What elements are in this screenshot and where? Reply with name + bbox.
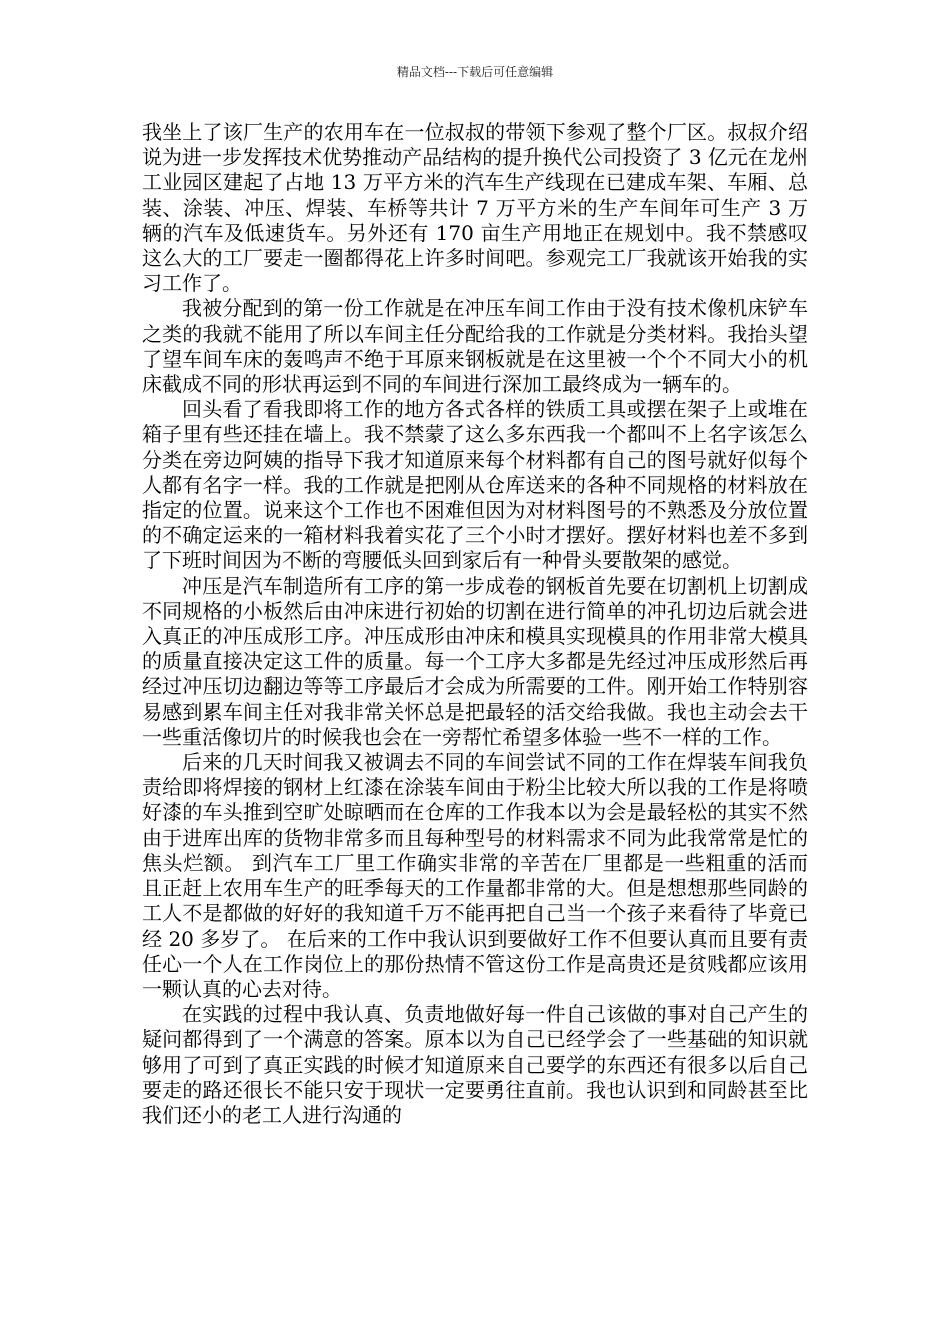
paragraph-2: 我被分配到的第一份工作就是在冲压车间工作由于没有技术像机床铲车之类的我就不能用了所以车间主任分配给我的工作就是分类材料。我抬头望了望车间车床的轰鸣声不绝于耳原来钢板就是在这里被一个个不同大小的机床截成不同的形状再运到不同的车间进行深加工最终成为一辆车的。 [142, 296, 808, 397]
paragraph-1: 我坐上了该厂生产的农用车在一位叔叔的带领下参观了整个厂区。叔叔介绍说为进一步发挥技术优势推动产品结构的提升换代公司投资了 3 亿元在龙州工业园区建起了占地 13 万平方米的汽车生产线现在已建成车架、车厢、总装、涂装、冲压、焊装、车桥等共计 7 万平方米的生产车间年可生产 3 万辆的汽车及低速货车。另外还有 170 亩生产用地正在规划中。我不禁感叹这么大的工厂要走一圈都得花上许多时间吧。参观完工厂我就该开始我的实习工作了。 [142, 120, 808, 296]
paragraph-6: 在实践的过程中我认真、负责地做好每一件自己该做的事对自己产生的疑问都得到了一个满意的答案。原本以为自己已经学会了一些基础的知识就够用了可到了真正实践的时候才知道原来自己要学的东西还有很多以后自己要走的路还很长不能只安于现状一定要勇往直前。我也认识到和同龄甚至比我们还小的老工人进行沟通的 [142, 1002, 808, 1127]
document-body [142, 120, 808, 1128]
paragraph-3: 回头看了看我即将工作的地方各式各样的铁质工具或摆在架子上或堆在箱子里有些还挂在墙上。我不禁蒙了这么多东西我一个都叫不上名字该怎么分类在旁边阿姨的指导下我才知道原来每个材料都有自己的图号就好似每个人都有名字一样。我的工作就是把刚从仓库送来的各种不同规格的材料放在指定的位置。说来这个工作也不困难但因为对材料图号的不熟悉及分放位置的不确定运来的一箱材料我着实花了三个小时才摆好。摆好材料也差不多到了下班时间因为不断的弯腰低头回到家后有一种骨头要散架的感觉。 [142, 397, 808, 573]
paragraph-5: 后来的几天时间我又被调去不同的车间尝试不同的工作在焊装车间我负责给即将焊接的钢材上红漆在涂装车间由于粉尘比较大所以我的工作是将喷好漆的车头推到空旷处晾晒而在仓库的工作我本以为会是最轻松的其实不然由于进库出库的货物非常多而且每种型号的材料需求不同为此我常常是忙的焦头烂额。 到汽车工厂里工作确实非常的辛苦在厂里都是一些粗重的活而且正赶上农用车生产的旺季每天的工作量都非常的大。但是想想那些同龄的工人不是都做的好好的我知道千万不能再把自己当一个孩子来看待了毕竟已经 20 多岁了。 在后来的工作中我认识到要做好工作不但要认真而且要有责任心一个人在工作岗位上的那份热情不管这份工作是高贵还是贫贱都应该用一颗认真的心去对待。 [142, 750, 808, 1001]
page-header: 精品文档---下载后可任意编辑 [396, 65, 554, 79]
paragraph-4: 冲压是汽车制造所有工序的第一步成卷的钢板首先要在切割机上切割成不同规格的小板然后由冲床进行初始的切割在进行简单的冲孔切边后就会进入真正的冲压成形工序。冲压成形由冲床和模具实现模具的作用非常大模具的质量直接决定这工件的质量。每一个工序大多都是先经过冲压成形然后再经过冲压切边翻边等等工序最后才会成为所需要的工件。刚开始工作特别容易感到累车间主任对我非常关怀总是把最轻的活交给我做。我也主动会去干一些重活像切片的时候我也会在一旁帮忙希望多体验一些不一样的工作。 [142, 573, 808, 749]
